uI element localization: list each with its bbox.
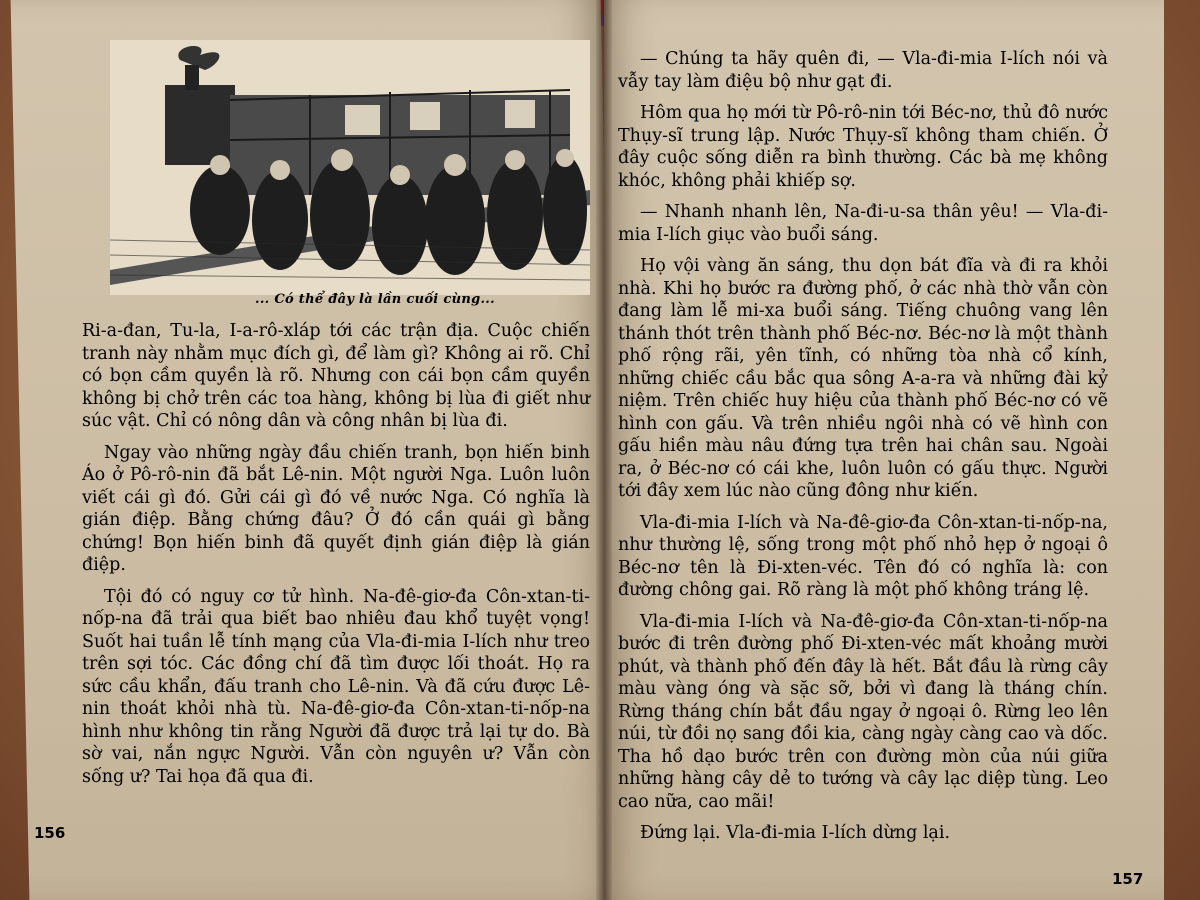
page-number-left: 156: [34, 824, 66, 842]
book-gutter: [596, 0, 612, 900]
paragraph: Vla-đi-mia I-lích và Na-đê-giơ-đa Côn-xtan-ti-nốp-na, như thường lệ, sống trong một phố nhỏ hẹp ở ngoại ô Béc-nơ tên là Đi-xten-véc. Tên đó có nghĩa là: con đường chông gai. Rõ ràng là một phố không tráng lệ.: [618, 512, 1108, 600]
right-page-text: [618, 48, 1108, 854]
paragraph: Ngay vào những ngày đầu chiến tranh, bọn hiến binh Áo ở Pô-rô-nin đã bắt Lê-nin. Một người Nga. Luôn luôn viết cái gì đó. Gửi cái gì đó về nước Nga. Có nghĩa là gián điệp. Bằng chứng đâu? Ở đó cần quái gì bằng chứng! Bọn hiến binh đã quyết định gián điệp là gián điệp.: [82, 442, 590, 575]
illustration-caption: ... Có thể đây là lần cuối cùng...: [255, 292, 495, 307]
left-page-text: [82, 320, 590, 797]
paragraph: Đứng lại. Vla-đi-mia I-lích dừng lại.: [640, 823, 951, 843]
paragraph: — Nhanh nhanh lên, Na-đi-u-sa thân yêu! — Vla-đi-mia I-lích giục vào buổi sáng.: [618, 202, 1108, 245]
paragraph: Ri-a-đan, Tu-la, I-a-rô-xláp tới các trận địa. Cuộc chiến tranh này nhằm mục đích gì, để làm gì? Không ai rõ. Chỉ có bọn cầm quyền là rõ. Nhưng con cái bọn cầm quyền không bị chở trên các toa hàng, không bị lùa đi giết như súc vật. Chỉ có nông dân và công nhân bị lùa đi.: [82, 321, 590, 431]
train-illustration: [110, 40, 590, 295]
paragraph: Hôm qua họ mới từ Pô-rô-nin tới Béc-nơ, thủ đô nước Thụy-sĩ trung lập. Nước Thụy-sĩ không tham chiến. Ở đây cuộc sống diễn ra bình thường. Các bà mẹ không khóc, không phải khiếp sợ.: [618, 103, 1108, 191]
paragraph: — Chúng ta hãy quên đi, — Vla-đi-mia I-lích nói và vẫy tay làm điệu bộ như gạt đi.: [618, 49, 1108, 92]
page-number-right: 157: [1112, 870, 1144, 888]
paragraph: Vla-đi-mia I-lích và Na-đê-giơ-đa Côn-xtan-ti-nốp-na bước đi trên đường phố Đi-xten-véc mất khoảng mười phút, và thành phố đến đây là hết. Bắt đầu là rừng cây màu vàng óng và sặc sỡ, bởi vì đang là tháng chín. Rừng tháng chín bắt đầu ngay ở ngoại ô. Rừng leo lên núi, từ đồi nọ sang đồi kia, càng ngày càng cao và dốc. Tha hồ dạo bước trên con đường mòn của núi giữa những hàng cây dẻ to tướng và cây lạc diệp tùng. Leo cao nữa, cao mãi!: [618, 611, 1108, 812]
paragraph: Tội đó có nguy cơ tử hình. Na-đê-giơ-đa Côn-xtan-ti-nốp-na đã trải qua biết bao nhiêu đau khổ tuyệt vọng! Suốt hai tuần lễ tính mạng của Vla-đi-mia I-lích như treo trên sợi tóc. Các đồng chí đã tìm được lối thoát. Họ ra sức cầu khẩn, đấu tranh cho Lê-nin. Và đã cứu được Lê-nin thoát khỏi nhà tù. Na-đê-giơ-đa Côn-xtan-ti-nốp-na hình như không tin rằng Người đã được trả lại tự do. Bà sờ vai, nắn ngực Người. Vẫn còn nguyên ư? Vẫn còn sống ư? Tai họa đã qua đi.: [82, 586, 590, 787]
paragraph: Họ vội vàng ăn sáng, thu dọn bát đĩa và đi ra khỏi nhà. Khi họ bước ra đường phố, ở các nhà thờ vẫn còn đang làm lễ mi-xa buổi sáng. Tiếng chuông vang lên thánh thót trên thành phố Béc-nơ. Béc-nơ là một thành phố rộng rãi, yên tĩnh, có những tòa nhà cổ kính, những chiếc cầu bắc qua sông A-a-ra và những đài kỷ niệm. Trên chiếc huy hiệu của thành phố Béc-nơ có vẽ hình con gấu. Và trên nhiều ngôi nhà có vẽ hình con gấu hiền màu nâu đứng tựa trên hai chân sau. Ngoài ra, ở Béc-nơ có cái khe, luôn luôn có gấu thực. Người tới đây xem lúc nào cũng đông như kiến.: [618, 256, 1108, 501]
